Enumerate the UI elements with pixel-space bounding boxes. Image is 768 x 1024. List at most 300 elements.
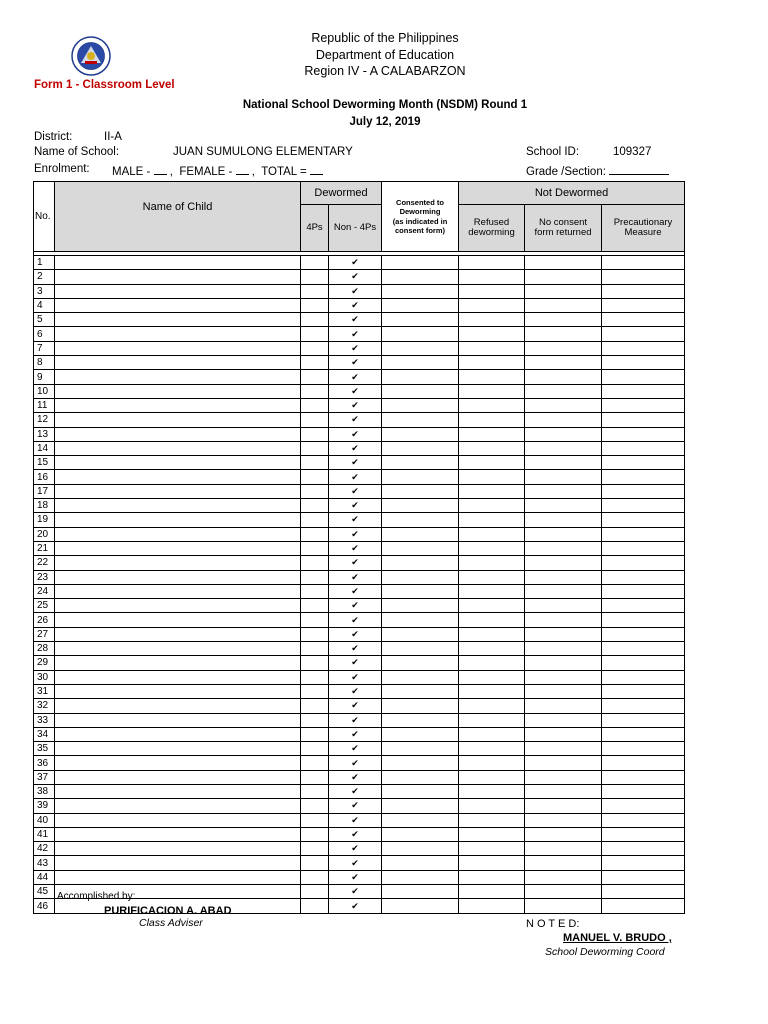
- cell-consented: [382, 870, 459, 884]
- cell-name: [55, 784, 301, 798]
- cell-consented: [382, 484, 459, 498]
- cell-name: [55, 642, 301, 656]
- cell-precaution: [602, 627, 685, 641]
- cell-4ps: [301, 413, 329, 427]
- cell-name: [55, 713, 301, 727]
- cell-precaution: [602, 742, 685, 756]
- cell-consented: [382, 684, 459, 698]
- no-consent-line-1: No consent: [538, 216, 588, 228]
- cell-4ps: [301, 613, 329, 627]
- cell-consented: [382, 256, 459, 270]
- table-row: [34, 341, 685, 355]
- row-number: 12: [34, 413, 55, 427]
- cell-consented: [382, 599, 459, 613]
- cell-name: [55, 284, 301, 298]
- cell-4ps: [301, 584, 329, 598]
- cell-noconsent: [525, 341, 602, 355]
- consented-line-1: Consented to: [396, 197, 444, 207]
- document-date: July 12, 2019: [349, 116, 421, 128]
- check-mark-icon: ✔: [329, 770, 382, 784]
- total-label: TOTAL =: [261, 166, 307, 178]
- table-row: [34, 670, 685, 684]
- row-number: 43: [34, 856, 55, 870]
- row-number: 26: [34, 613, 55, 627]
- cell-consented: [382, 899, 459, 913]
- check-mark-icon: ✔: [329, 784, 382, 798]
- header-line-region: Region IV - A CALABARZON: [304, 64, 466, 78]
- cell-precaution: [602, 313, 685, 327]
- cell-refused: [459, 341, 525, 355]
- cell-precaution: [602, 885, 685, 899]
- cell-name: [55, 827, 301, 841]
- table-row: [34, 599, 685, 613]
- cell-4ps: [301, 384, 329, 398]
- check-mark-icon: ✔: [329, 441, 382, 455]
- check-mark-icon: ✔: [329, 327, 382, 341]
- cell-name: [55, 270, 301, 284]
- cell-consented: [382, 456, 459, 470]
- cell-refused: [459, 541, 525, 555]
- row-number: 14: [34, 441, 55, 455]
- table-row: [34, 870, 685, 884]
- cell-consented: [382, 742, 459, 756]
- cell-refused: [459, 313, 525, 327]
- cell-noconsent: [525, 756, 602, 770]
- cell-noconsent: [525, 799, 602, 813]
- cell-precaution: [602, 356, 685, 370]
- cell-consented: [382, 341, 459, 355]
- row-number: 1: [34, 256, 55, 270]
- cell-name: [55, 613, 301, 627]
- cell-noconsent: [525, 313, 602, 327]
- cell-noconsent: [525, 885, 602, 899]
- cell-4ps: [301, 742, 329, 756]
- cell-name: [55, 756, 301, 770]
- cell-noconsent: [525, 770, 602, 784]
- school-id-label: School ID:: [526, 146, 580, 158]
- cell-consented: [382, 356, 459, 370]
- cell-precaution: [602, 384, 685, 398]
- row-number: 28: [34, 642, 55, 656]
- district-label: District:: [34, 131, 73, 143]
- cell-refused: [459, 870, 525, 884]
- cell-refused: [459, 413, 525, 427]
- check-mark-icon: ✔: [329, 513, 382, 527]
- cell-refused: [459, 484, 525, 498]
- table-row: [34, 556, 685, 570]
- row-number: 3: [34, 284, 55, 298]
- row-number: 45: [34, 885, 55, 899]
- check-mark-icon: ✔: [329, 256, 382, 270]
- table-row: [34, 713, 685, 727]
- cell-refused: [459, 713, 525, 727]
- cell-precaution: [602, 256, 685, 270]
- check-mark-icon: ✔: [329, 370, 382, 384]
- cell-4ps: [301, 527, 329, 541]
- table-row: [34, 770, 685, 784]
- cell-noconsent: [525, 527, 602, 541]
- table-row: [34, 327, 685, 341]
- consented-line-3: (as indicated in: [392, 216, 448, 226]
- cell-consented: [382, 384, 459, 398]
- deworming-table: [33, 181, 685, 914]
- cell-precaution: [602, 513, 685, 527]
- cell-consented: [382, 284, 459, 298]
- cell-noconsent: [525, 327, 602, 341]
- cell-noconsent: [525, 484, 602, 498]
- table-row: [34, 856, 685, 870]
- cell-refused: [459, 298, 525, 312]
- check-mark-icon: ✔: [329, 856, 382, 870]
- cell-precaution: [602, 456, 685, 470]
- cell-refused: [459, 456, 525, 470]
- cell-4ps: [301, 599, 329, 613]
- cell-consented: [382, 499, 459, 513]
- male-separator: ,: [169, 166, 173, 178]
- table-row: [34, 470, 685, 484]
- cell-name: [55, 499, 301, 513]
- cell-noconsent: [525, 813, 602, 827]
- row-number: 21: [34, 541, 55, 555]
- cell-noconsent: [525, 413, 602, 427]
- cell-precaution: [602, 713, 685, 727]
- cell-4ps: [301, 313, 329, 327]
- cell-name: [55, 427, 301, 441]
- cell-4ps: [301, 356, 329, 370]
- cell-4ps: [301, 327, 329, 341]
- cell-noconsent: [525, 899, 602, 913]
- refused-line-2: deworming: [468, 226, 515, 238]
- row-number: 4: [34, 298, 55, 312]
- cell-4ps: [301, 456, 329, 470]
- row-number: 44: [34, 870, 55, 884]
- cell-name: [55, 684, 301, 698]
- cell-noconsent: [525, 499, 602, 513]
- check-mark-icon: ✔: [329, 456, 382, 470]
- agency-header: [200, 30, 570, 80]
- table-row: [34, 398, 685, 412]
- cell-precaution: [602, 899, 685, 913]
- cell-consented: [382, 827, 459, 841]
- cell-noconsent: [525, 427, 602, 441]
- cell-precaution: [602, 642, 685, 656]
- cell-name: [55, 813, 301, 827]
- cell-noconsent: [525, 541, 602, 555]
- cell-noconsent: [525, 284, 602, 298]
- cell-name: [55, 313, 301, 327]
- cell-noconsent: [525, 784, 602, 798]
- cell-noconsent: [525, 656, 602, 670]
- col-header-dewormed: Dewormed: [301, 182, 382, 205]
- cell-name: [55, 341, 301, 355]
- col-header-non-4ps: Non - 4Ps: [329, 204, 382, 251]
- cell-4ps: [301, 270, 329, 284]
- cell-noconsent: [525, 699, 602, 713]
- cell-4ps: [301, 827, 329, 841]
- cell-4ps: [301, 427, 329, 441]
- cell-name: [55, 599, 301, 613]
- cell-consented: [382, 670, 459, 684]
- cell-precaution: [602, 484, 685, 498]
- cell-consented: [382, 699, 459, 713]
- row-number: 33: [34, 713, 55, 727]
- cell-name: [55, 398, 301, 412]
- check-mark-icon: ✔: [329, 599, 382, 613]
- col-header-refused: [459, 204, 525, 251]
- cell-consented: [382, 885, 459, 899]
- table-row: [34, 842, 685, 856]
- row-number: 8: [34, 356, 55, 370]
- table-row: [34, 270, 685, 284]
- row-number: 41: [34, 827, 55, 841]
- cell-4ps: [301, 470, 329, 484]
- row-number: 30: [34, 670, 55, 684]
- cell-refused: [459, 627, 525, 641]
- table-row: [34, 298, 685, 312]
- cell-refused: [459, 899, 525, 913]
- table-row: [34, 570, 685, 584]
- cell-4ps: [301, 870, 329, 884]
- cell-name: [55, 541, 301, 555]
- check-mark-icon: ✔: [329, 484, 382, 498]
- table-row: [34, 656, 685, 670]
- table-row: [34, 813, 685, 827]
- row-number: 7: [34, 341, 55, 355]
- cell-consented: [382, 656, 459, 670]
- cell-noconsent: [525, 256, 602, 270]
- cell-name: [55, 298, 301, 312]
- precaution-line-1: Precautionary: [613, 216, 673, 228]
- cell-refused: [459, 470, 525, 484]
- row-number: 9: [34, 370, 55, 384]
- check-mark-icon: ✔: [329, 642, 382, 656]
- table-row: [34, 699, 685, 713]
- table-row: [34, 799, 685, 813]
- cell-precaution: [602, 556, 685, 570]
- row-number: 36: [34, 756, 55, 770]
- cell-precaution: [602, 856, 685, 870]
- cell-4ps: [301, 799, 329, 813]
- cell-name: [55, 441, 301, 455]
- cell-noconsent: [525, 441, 602, 455]
- cell-precaution: [602, 270, 685, 284]
- row-number: 20: [34, 527, 55, 541]
- cell-precaution: [602, 427, 685, 441]
- school-id-value: 109327: [613, 146, 652, 158]
- cell-refused: [459, 756, 525, 770]
- cell-name: [55, 742, 301, 756]
- cell-consented: [382, 413, 459, 427]
- enrolment-label: Enrolment:: [34, 163, 90, 175]
- cell-consented: [382, 770, 459, 784]
- row-number: 11: [34, 398, 55, 412]
- cell-noconsent: [525, 613, 602, 627]
- cell-refused: [459, 327, 525, 341]
- cell-noconsent: [525, 670, 602, 684]
- cell-refused: [459, 813, 525, 827]
- grade-section-blank: [609, 163, 669, 175]
- check-mark-icon: ✔: [329, 384, 382, 398]
- cell-refused: [459, 384, 525, 398]
- row-number: 10: [34, 384, 55, 398]
- header-line-republic: Republic of the Philippines: [311, 31, 459, 45]
- check-mark-icon: ✔: [329, 699, 382, 713]
- cell-name: [55, 484, 301, 498]
- cell-precaution: [602, 570, 685, 584]
- cell-precaution: [602, 541, 685, 555]
- check-mark-icon: ✔: [329, 656, 382, 670]
- cell-consented: [382, 470, 459, 484]
- row-number: 42: [34, 842, 55, 856]
- row-number: 40: [34, 813, 55, 827]
- document-title-block: [150, 97, 620, 131]
- cell-noconsent: [525, 556, 602, 570]
- district-value: II-A: [104, 131, 122, 143]
- female-label: FEMALE -: [179, 166, 233, 178]
- row-number: 5: [34, 313, 55, 327]
- cell-4ps: [301, 556, 329, 570]
- row-number: 6: [34, 327, 55, 341]
- cell-precaution: [602, 441, 685, 455]
- cell-refused: [459, 441, 525, 455]
- cell-consented: [382, 727, 459, 741]
- cell-refused: [459, 842, 525, 856]
- adviser-name: PURIFICACION A. ABAD: [104, 905, 232, 917]
- cell-refused: [459, 527, 525, 541]
- cell-precaution: [602, 770, 685, 784]
- check-mark-icon: ✔: [329, 899, 382, 913]
- table-row: [34, 513, 685, 527]
- table-row: [34, 541, 685, 555]
- row-number: 27: [34, 627, 55, 641]
- table-row: [34, 256, 685, 270]
- cell-noconsent: [525, 827, 602, 841]
- col-header-name: Name of Child: [55, 182, 301, 252]
- cell-precaution: [602, 413, 685, 427]
- cell-noconsent: [525, 870, 602, 884]
- cell-name: [55, 627, 301, 641]
- cell-refused: [459, 784, 525, 798]
- cell-consented: [382, 513, 459, 527]
- table-row: [34, 370, 685, 384]
- cell-refused: [459, 370, 525, 384]
- table-row: [34, 584, 685, 598]
- cell-refused: [459, 270, 525, 284]
- cell-consented: [382, 756, 459, 770]
- cell-4ps: [301, 370, 329, 384]
- check-mark-icon: ✔: [329, 742, 382, 756]
- cell-4ps: [301, 441, 329, 455]
- cell-name: [55, 556, 301, 570]
- cell-refused: [459, 356, 525, 370]
- cell-name: [55, 656, 301, 670]
- cell-refused: [459, 827, 525, 841]
- check-mark-icon: ✔: [329, 756, 382, 770]
- cell-name: [55, 799, 301, 813]
- check-mark-icon: ✔: [329, 356, 382, 370]
- row-number: 15: [34, 456, 55, 470]
- check-mark-icon: ✔: [329, 541, 382, 555]
- noted-label: N O T E D:: [526, 918, 580, 930]
- cell-refused: [459, 256, 525, 270]
- table-row: [34, 384, 685, 398]
- cell-refused: [459, 513, 525, 527]
- table-body: [34, 256, 685, 914]
- cell-consented: [382, 627, 459, 641]
- cell-refused: [459, 727, 525, 741]
- cell-4ps: [301, 813, 329, 827]
- check-mark-icon: ✔: [329, 556, 382, 570]
- cell-consented: [382, 799, 459, 813]
- cell-noconsent: [525, 384, 602, 398]
- cell-4ps: [301, 298, 329, 312]
- row-number: 17: [34, 484, 55, 498]
- cell-consented: [382, 527, 459, 541]
- check-mark-icon: ✔: [329, 842, 382, 856]
- check-mark-icon: ✔: [329, 670, 382, 684]
- row-number: 24: [34, 584, 55, 598]
- cell-refused: [459, 656, 525, 670]
- check-mark-icon: ✔: [329, 799, 382, 813]
- cell-name: [55, 842, 301, 856]
- col-header-no-consent: [525, 204, 602, 251]
- table-row: [34, 441, 685, 455]
- cell-4ps: [301, 499, 329, 513]
- table-row: [34, 684, 685, 698]
- table-row: [34, 427, 685, 441]
- cell-4ps: [301, 656, 329, 670]
- cell-consented: [382, 427, 459, 441]
- cell-consented: [382, 642, 459, 656]
- cell-noconsent: [525, 684, 602, 698]
- table-row: [34, 756, 685, 770]
- document-title: National School Deworming Month (NSDM) Round 1: [242, 99, 528, 111]
- check-mark-icon: ✔: [329, 284, 382, 298]
- cell-precaution: [602, 656, 685, 670]
- check-mark-icon: ✔: [329, 827, 382, 841]
- precaution-line-2: Measure: [624, 226, 662, 238]
- male-label: MALE -: [112, 166, 151, 178]
- check-mark-icon: ✔: [329, 398, 382, 412]
- cell-noconsent: [525, 570, 602, 584]
- cell-consented: [382, 441, 459, 455]
- cell-consented: [382, 327, 459, 341]
- cell-4ps: [301, 784, 329, 798]
- cell-noconsent: [525, 742, 602, 756]
- table-row: [34, 627, 685, 641]
- cell-consented: [382, 613, 459, 627]
- cell-name: [55, 770, 301, 784]
- cell-refused: [459, 398, 525, 412]
- cell-name: [55, 356, 301, 370]
- cell-4ps: [301, 284, 329, 298]
- cell-consented: [382, 713, 459, 727]
- row-number: 29: [34, 656, 55, 670]
- cell-consented: [382, 370, 459, 384]
- cell-precaution: [602, 842, 685, 856]
- row-number: 23: [34, 570, 55, 584]
- cell-name: [55, 570, 301, 584]
- cell-refused: [459, 885, 525, 899]
- grade-section-field: [526, 163, 669, 178]
- cell-precaution: [602, 298, 685, 312]
- cell-name: [55, 584, 301, 598]
- cell-precaution: [602, 813, 685, 827]
- cell-name: [55, 870, 301, 884]
- table-row: [34, 784, 685, 798]
- cell-noconsent: [525, 584, 602, 598]
- consented-line-4: consent form): [394, 226, 445, 235]
